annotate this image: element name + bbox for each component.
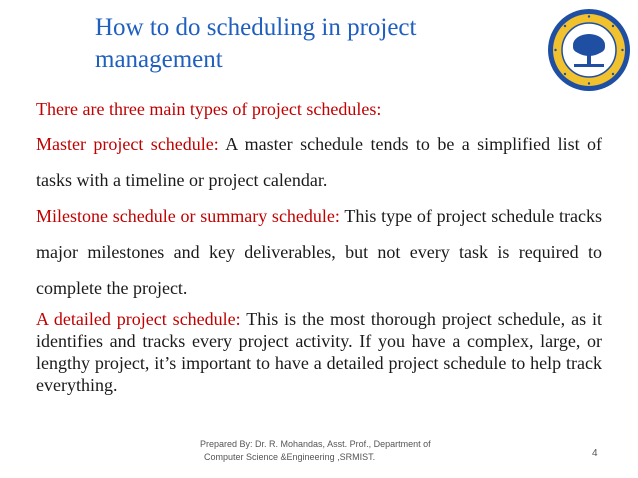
footer-line-2: Computer Science &Engineering ,SRMIST.	[204, 452, 376, 462]
master-schedule-term: Master project schedule:	[36, 134, 219, 154]
slide-body	[36, 98, 602, 396]
milestone-schedule-term: Milestone schedule or summary schedule:	[36, 206, 340, 226]
detailed-schedule-text: This is the most thorough project schedule, as it identifies and tracks every project activity. If you have a complex, large, or lengthy project, it’s important to have a detailed project schedule to help track everything.	[36, 309, 602, 395]
intro-text: There are three main types of project schedules:	[36, 99, 382, 119]
slide-title: How to do scheduling in project management	[95, 14, 417, 73]
milestone-schedule-paragraph	[36, 198, 602, 306]
page-number: 4	[592, 448, 598, 459]
detailed-schedule-term: A detailed project schedule:	[36, 309, 241, 329]
master-schedule-paragraph	[36, 126, 602, 198]
milestone-schedule-text: This type of project schedule tracks major milestones and key deliverables, but not every task is required to complete the project.	[36, 206, 602, 298]
footer-credit	[200, 438, 460, 464]
footer-line-1: Prepared By: Dr. R. Mohandas, Asst. Prof., Department of	[200, 439, 431, 449]
master-schedule-text: A master schedule tends to be a simplified list of tasks with a timeline or project calendar.	[36, 134, 603, 190]
university-seal-icon	[546, 7, 632, 93]
detailed-schedule-paragraph	[36, 308, 602, 396]
